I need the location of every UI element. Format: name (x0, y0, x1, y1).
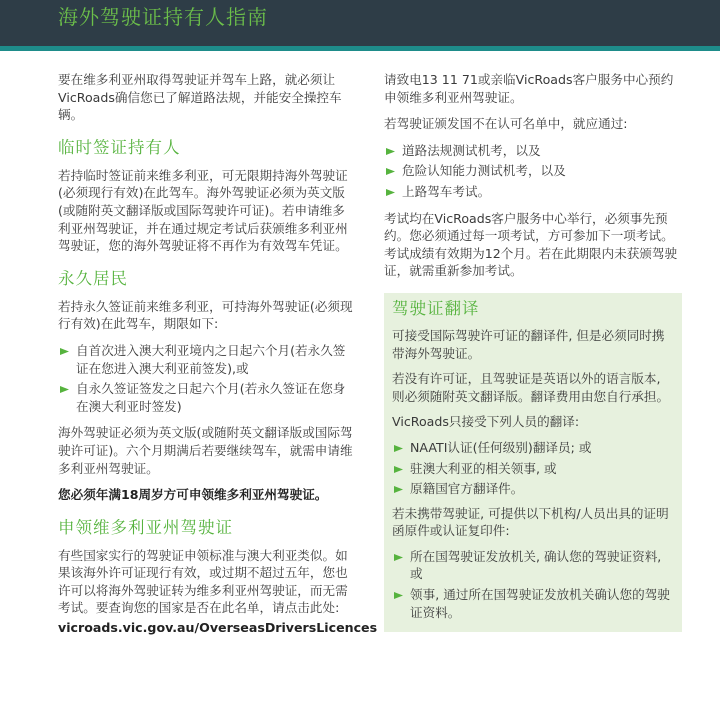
list-item: NAATI认证(任何级别)翻译员; 或 (392, 439, 674, 457)
translation-paragraph-2: 若没有许可证，且驾驶证是英语以外的语言版本, 则必须随附英文翻译版。翻译费用由您自行承担。 (392, 371, 670, 404)
translation-heading: 驾驶证翻译 (392, 298, 480, 318)
list-item: 所在国驾驶证发放机关, 确认您的驾驶证资料, 或 (392, 548, 674, 583)
permanent-resident-paragraph: 若持永久签证前来维多利亚，可持海外驾驶证(必须现行有效)在此驾车，期限如下: (58, 298, 353, 332)
list-item: 驻澳大利亚的相关领事, 或 (392, 460, 674, 478)
bullet-icon (386, 189, 395, 196)
right-column (384, 71, 682, 632)
overseas-licences-link[interactable]: vicroads.vic.gov.au/OverseasDriversLicences (58, 620, 378, 636)
temp-visa-heading: 临时签证持有人 (58, 137, 181, 157)
left-column (58, 71, 378, 637)
bullet-icon (394, 486, 403, 493)
tests-list (384, 142, 682, 201)
exam-paragraph: 考试均在VicRoads客户服务中心举行，必须事先预约。您必须通过每一项考试，方可参加下一项考试。考试成绩有效期为12个月。若在此期限内未获颁驾驶证，就需重新参加考试。 (384, 210, 678, 279)
translation-paragraph-1: 可接受国际驾驶许可证的翻译件, 但是必须同时携带海外驾驶证。 (392, 327, 665, 361)
header-bar (0, 0, 720, 46)
bullet-icon (60, 348, 69, 355)
page-title: 海外驾驶证持有人指南 (58, 5, 268, 29)
list-item: 危险认知能力测试机考，以及 (384, 162, 682, 180)
english-version-paragraph: 海外驾驶证必须为英文版(或随附英文翻译版或国际驾驶许可证)。六个月期满后若要继续驾车，就需申请维多利亚州驾驶证。 (58, 425, 353, 476)
bullet-icon (394, 554, 403, 561)
list-item: 上路驾车考试。 (384, 183, 682, 201)
list-item: 道路法规测试机考，以及 (384, 142, 682, 160)
age-requirement-note: 您必须年满18周岁方可申领维多利亚州驾驶证。 (58, 487, 328, 503)
translation-box (384, 293, 682, 632)
header-divider (0, 46, 720, 51)
list-item: 自永久签证签发之日起六个月(若永久签证在您身在澳大利亚时签发) (58, 380, 356, 415)
permanent-resident-heading: 永久居民 (58, 268, 128, 288)
apply-license-paragraph: 有些国家实行的驾驶证申领标准与澳大利亚类似。如果该海外许可证现行有效，或过期不超过五年，您也许可以将海外驾驶证转为维多利亚州驾驶证，而无需考试。要查询您的国家是否在此名单，请点击此处: (58, 547, 348, 616)
translation-paragraph-3: VicRoads只接受下列人员的翻译: (392, 414, 580, 430)
bullet-icon (394, 445, 403, 452)
bullet-icon (386, 148, 395, 155)
call-paragraph: 请致电13 11 71或亲临VicRoads客户服务中心预约申领维多利亚州驾驶证。 (384, 72, 674, 105)
intro-paragraph: 要在维多利亚州取得驾驶证并驾车上路，就必须让VicRoads确信您已了解道路法规，并能安全操控车辆。 (58, 72, 342, 123)
translation-paragraph-4: 若未携带驾驶证, 可提供以下机构/人员出具的证明函原件或认证复印件: (392, 505, 669, 539)
apply-license-heading: 申领维多利亚州驾驶证 (58, 517, 233, 537)
not-listed-paragraph: 若驾驶证颁发国不在认可名单中，就应通过: (384, 116, 628, 132)
list-item: 自首次进入澳大利亚境内之日起六个月(若永久签证在您进入澳大利亚前签发),或 (58, 342, 356, 377)
permanent-resident-list (58, 342, 356, 415)
proofs-list (392, 548, 674, 621)
bullet-icon (386, 168, 395, 175)
temp-visa-paragraph: 若持临时签证前来维多利亚，可无限期持海外驾驶证(必须现行有效)在此驾车。海外驾驶证必须为英文版(或随附英文翻译版或国际驾驶许可证)。若申请维多利亚州驾驶证，并在通过规定考试后获颁维多利亚州驾驶证，您的海外驾驶证将不再作为有效驾车凭证。 (58, 167, 348, 254)
bullet-icon (394, 466, 403, 473)
bullet-icon (60, 386, 69, 393)
bullet-icon (394, 592, 403, 599)
list-item: 领事, 通过所在国驾驶证发放机关确认您的驾驶证资料。 (392, 586, 674, 621)
list-item: 原籍国官方翻译件。 (392, 480, 674, 498)
translators-list (392, 439, 674, 498)
